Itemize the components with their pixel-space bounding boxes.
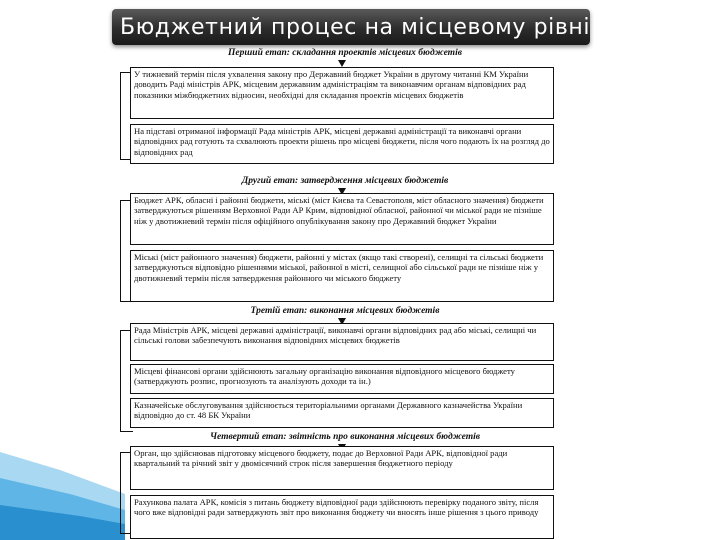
stage-3-box-3: Казначейське обслуговування здійснюється територіальними органами Державного казначейства України відповідно до ст. 48 БК України xyxy=(130,398,554,428)
stage-4-label: Четвертий етап: звітність про виконання місцевих бюджетів xyxy=(209,432,481,442)
stage-3-box-2: Місцеві фінансові органи здійснюють загальну організацію виконання відповідного місцевого бюджету (затверджують розпис, прогнозують та аналізують доходи та ін.) xyxy=(130,364,554,394)
corner-wave-dark xyxy=(0,505,125,540)
stage-2-label: Другий етап: затвердження місцевих бюджетів xyxy=(241,176,449,186)
stage-4-box-2: Рахункова палата АРК, комісія з питань бюджету відповідної ради здійснюють перевірку поданого звіту, після чого вже відповідні ради затверджують звіт про виконання бюджету чи вносять інше рішення з цього приводу xyxy=(130,495,554,539)
stage-2-box-1: Бюджет АРК, обласні і районні бюджети, міські (міст Києва та Севастополя, міст обласного значення) бюджети затверджуються рішенням Верховної Ради АР Крим, відповідної обласної, районної чи міської ради не пізніше ніж у двотижневий термін після офіційного опублікування закону про Державний бюджет України xyxy=(130,193,554,245)
stage-1-box-1: У тижневий термін після ухвалення закону про Державний бюджет України в другому читанні КМ України доводить Раді міністрів АРК, місцевим державним адміністраціям та виконавчим органам відповідних рад показники міжбюджетних відносин, необхідні для складання проектів місцевих бюджетів xyxy=(130,67,554,119)
arrow-down-icon xyxy=(338,60,346,67)
corner-wave-light xyxy=(0,452,125,540)
corner-wave-mid xyxy=(0,478,125,540)
stage-1-box-2: На підставі отриманої інформації Рада міністрів АРК, місцеві державні адміністрації та виконавчі органи відповідних рад готують та схвалюють проекти рішень про місцеві бюджети, після чого подають їх на розгляд до відповідних рад xyxy=(130,124,554,164)
stage-3-label: Третій етап: виконання місцевих бюджетів xyxy=(250,306,440,316)
stage-2-box-2: Міські (міст районного значення) бюджети, районні у містах (якщо такі створені), селищні та сільські бюджети затверджуються відповідно рішеннями міської, районної в місті, селищної або сільської ради не пізніше ніж у двотижневий термін після затвердження районного чи міського бюджету xyxy=(130,250,554,302)
stage-3-box-1: Рада Міністрів АРК, місцеві державні адміністрації, виконавчі органи відповідних рад або міські, селищні чи сільські голови забезпечують виконання відповідних місцевих бюджетів xyxy=(130,323,554,361)
slide-title-bar xyxy=(112,9,590,45)
stage-1-label: Перший етап: складання проектів місцевих бюджетів xyxy=(228,48,462,58)
stage-4-box-1: Орган, що здійснював підготовку місцевого бюджету, подає до Верховної Ради АРК, відповідної ради квартальний та річний звіт у двомісячний строк після завершення бюджетного періоду xyxy=(130,446,554,490)
slide-title: Бюджетний процес на місцевому рівні xyxy=(120,14,591,40)
